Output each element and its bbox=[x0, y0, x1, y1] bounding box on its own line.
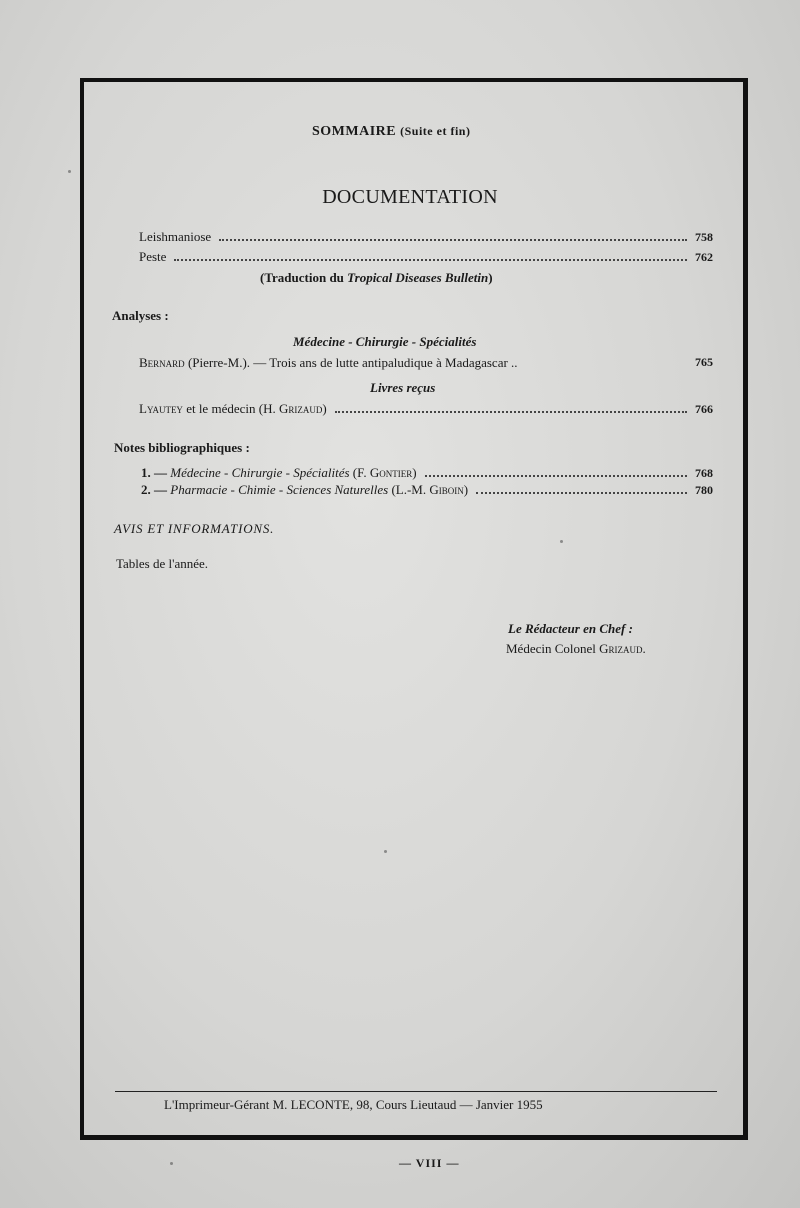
author-name: Lyautey bbox=[139, 401, 183, 416]
entry-number: 1. — bbox=[141, 465, 171, 480]
author-name: Grizaud bbox=[278, 401, 323, 416]
toc-entry-bernard bbox=[139, 355, 713, 371]
traduction-prefix: (Traduction du bbox=[260, 270, 348, 285]
speck bbox=[560, 540, 563, 543]
traduction-note bbox=[260, 270, 493, 286]
notes-heading: Notes bibliographiques : bbox=[114, 440, 250, 455]
sommaire-label: SOMMAIRE bbox=[312, 124, 397, 139]
redacteur-role: Le Rédacteur en Chef : bbox=[508, 621, 633, 636]
toc-entry-page: 758 bbox=[695, 230, 713, 244]
toc-entry-page: 762 bbox=[695, 250, 713, 264]
toc-entry-leishmaniose bbox=[139, 229, 713, 245]
redacteur-name-line bbox=[506, 641, 646, 657]
speck bbox=[170, 1162, 173, 1165]
dot-leader bbox=[476, 491, 687, 494]
redacteur-name: Grizaud. bbox=[599, 641, 646, 656]
dot-leader bbox=[219, 238, 687, 241]
toc-entry-label: Peste bbox=[139, 249, 167, 264]
author-name: Gontier bbox=[369, 465, 413, 480]
toc-entry-title bbox=[141, 482, 468, 498]
author-name: Bernard bbox=[139, 355, 185, 370]
toc-entry-note-1 bbox=[141, 465, 713, 481]
entry-number: 2. — bbox=[141, 482, 171, 497]
documentation-title: DOCUMENTATION bbox=[322, 186, 498, 208]
analyses-heading: Analyses : bbox=[112, 308, 169, 323]
traduction-title: Tropical Diseases Bulletin bbox=[347, 270, 489, 285]
entry-text: (Pierre-M.). — Trois ans de lutte antipaludique à Madagascar .. bbox=[184, 355, 518, 370]
toc-entry-label: Leishmaniose bbox=[139, 229, 212, 244]
dot-leader bbox=[425, 474, 687, 477]
imprimeur-line: L'Imprimeur-Gérant M. LECONTE, 98, Cours Lieutaud — Janvier 1955 bbox=[164, 1097, 543, 1112]
toc-entry-page: 768 bbox=[695, 466, 713, 480]
sommaire-suffix: (Suite et fin) bbox=[400, 124, 471, 138]
toc-entry-peste bbox=[139, 249, 713, 265]
entry-text: et le médecin (H. bbox=[182, 401, 279, 416]
entry-text: (F. bbox=[349, 465, 370, 480]
toc-entry-title bbox=[139, 401, 327, 417]
toc-entry-title bbox=[139, 355, 695, 371]
toc-entry-page: 780 bbox=[695, 483, 713, 497]
sommaire-heading bbox=[312, 124, 470, 140]
analyses-subheading-livres: Livres reçus bbox=[370, 380, 436, 395]
toc-entry-page: 765 bbox=[695, 355, 713, 369]
entry-text: ) bbox=[412, 465, 417, 480]
dot-leader bbox=[174, 258, 687, 261]
toc-entry-note-2 bbox=[141, 482, 713, 498]
entry-text: (L.-M. bbox=[388, 482, 430, 497]
entry-title: Pharmacie - Chimie - Sciences Naturelles bbox=[170, 482, 389, 497]
author-name: Giboin bbox=[429, 482, 464, 497]
speck bbox=[68, 170, 71, 173]
page-number: — VIII — bbox=[399, 1156, 460, 1170]
entry-title: Médecine - Chirurgie - Spécialités bbox=[170, 465, 350, 480]
analyses-subheading-medecine: Médecine - Chirurgie - Spécialités bbox=[293, 334, 477, 349]
toc-entry-lyautey bbox=[139, 401, 713, 417]
dot-leader bbox=[335, 410, 687, 413]
speck bbox=[384, 850, 387, 853]
redacteur-title: Médecin Colonel bbox=[506, 641, 600, 656]
entry-text: ) bbox=[322, 401, 327, 416]
entry-text: ) bbox=[463, 482, 469, 497]
tables-line: Tables de l'année. bbox=[116, 556, 209, 571]
avis-heading: AVIS ET INFORMATIONS. bbox=[114, 521, 275, 536]
traduction-suffix: ) bbox=[488, 270, 493, 285]
toc-entry-page: 766 bbox=[695, 402, 713, 416]
toc-entry-title bbox=[141, 465, 417, 481]
footer-rule bbox=[115, 1091, 717, 1092]
